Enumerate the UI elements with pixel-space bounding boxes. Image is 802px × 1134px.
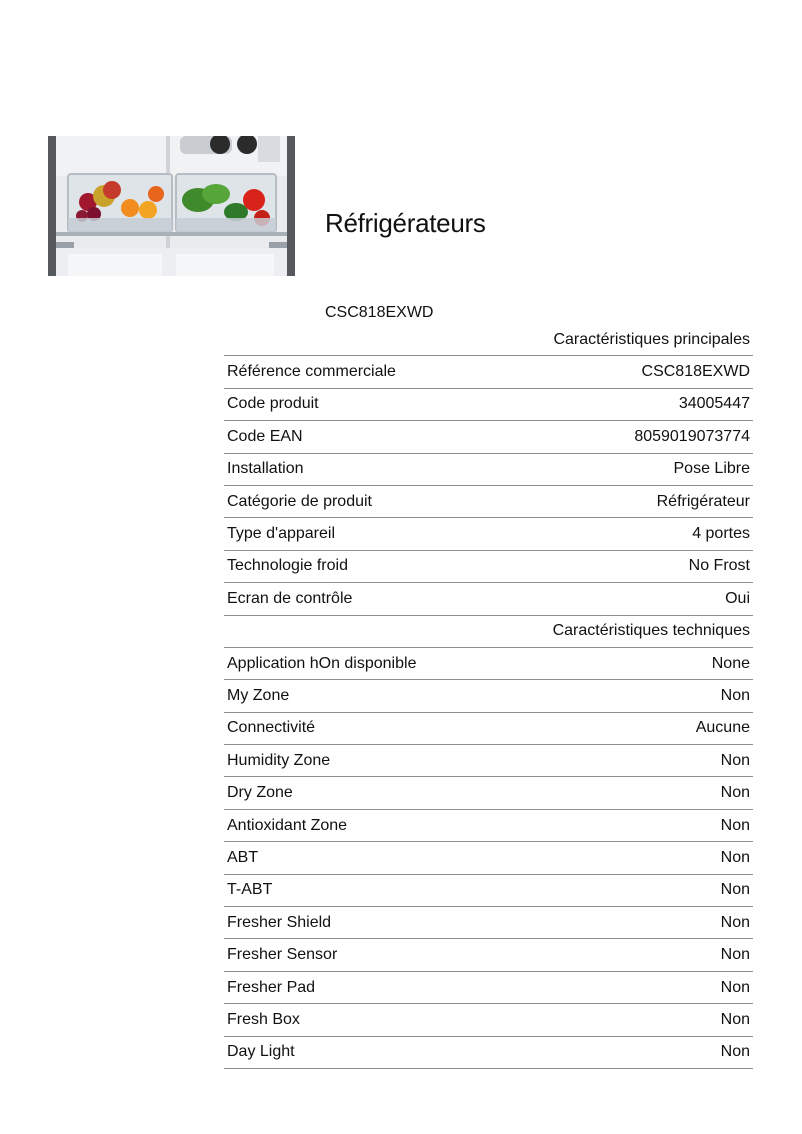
spec-value: No Frost <box>550 550 753 582</box>
spec-value: Non <box>550 842 753 874</box>
spec-label: Fresher Pad <box>224 971 550 1003</box>
spec-label: ABT <box>224 842 550 874</box>
spec-row <box>224 485 753 517</box>
spec-label: Catégorie de produit <box>224 485 550 517</box>
spec-label: Type d'appareil <box>224 518 550 550</box>
spec-row <box>224 939 753 971</box>
spec-label: My Zone <box>224 680 550 712</box>
section-title: Caractéristiques principales <box>224 324 753 356</box>
spec-row <box>224 874 753 906</box>
spec-label: Code EAN <box>224 421 550 453</box>
spec-row <box>224 647 753 679</box>
spec-row <box>224 971 753 1003</box>
spec-row <box>224 388 753 420</box>
spec-row <box>224 421 753 453</box>
spec-row <box>224 680 753 712</box>
section-header <box>224 324 753 356</box>
spec-row <box>224 550 753 582</box>
spec-label: Installation <box>224 453 550 485</box>
spec-row <box>224 1004 753 1036</box>
spec-label: Connectivité <box>224 712 550 744</box>
spec-label: T-ABT <box>224 874 550 906</box>
spec-value: Non <box>550 1036 753 1068</box>
spec-value: 4 portes <box>550 518 753 550</box>
spec-label: Technologie froid <box>224 550 550 582</box>
page-title: Réfrigérateurs <box>325 208 486 238</box>
model-code: CSC818EXWD <box>325 304 434 321</box>
spec-value: Réfrigérateur <box>550 485 753 517</box>
spec-value: Non <box>550 1004 753 1036</box>
spec-row <box>224 1036 753 1068</box>
section-title: Caractéristiques techniques <box>224 615 753 647</box>
spec-value: None <box>550 647 753 679</box>
section-header <box>224 615 753 647</box>
spec-value: 34005447 <box>550 388 753 420</box>
spec-row <box>224 453 753 485</box>
spec-row <box>224 907 753 939</box>
spec-row <box>224 583 753 615</box>
spec-label: Application hOn disponible <box>224 647 550 679</box>
spec-label: Dry Zone <box>224 777 550 809</box>
spec-row <box>224 518 753 550</box>
spec-label: Day Light <box>224 1036 550 1068</box>
spec-value: Non <box>550 939 753 971</box>
product-image <box>48 136 295 276</box>
spec-label: Fresher Sensor <box>224 939 550 971</box>
spec-label: Humidity Zone <box>224 745 550 777</box>
spec-value: CSC818EXWD <box>550 356 753 388</box>
spec-value: Non <box>550 907 753 939</box>
spec-table <box>224 324 753 1069</box>
spec-value: Non <box>550 745 753 777</box>
spec-label: Code produit <box>224 388 550 420</box>
spec-row <box>224 809 753 841</box>
spec-value: Non <box>550 777 753 809</box>
spec-value: Non <box>550 874 753 906</box>
spec-row <box>224 356 753 388</box>
spec-value: Pose Libre <box>550 453 753 485</box>
spec-label: Référence commerciale <box>224 356 550 388</box>
spec-label: Fresh Box <box>224 1004 550 1036</box>
spec-value: Non <box>550 680 753 712</box>
spec-value: Oui <box>550 583 753 615</box>
spec-value: Aucune <box>550 712 753 744</box>
spec-row <box>224 842 753 874</box>
spec-row <box>224 777 753 809</box>
spec-value: Non <box>550 809 753 841</box>
spec-label: Ecran de contrôle <box>224 583 550 615</box>
spec-label: Antioxidant Zone <box>224 809 550 841</box>
spec-value: 8059019073774 <box>550 421 753 453</box>
spec-row <box>224 745 753 777</box>
spec-label: Fresher Shield <box>224 907 550 939</box>
spec-value: Non <box>550 971 753 1003</box>
spec-row <box>224 712 753 744</box>
